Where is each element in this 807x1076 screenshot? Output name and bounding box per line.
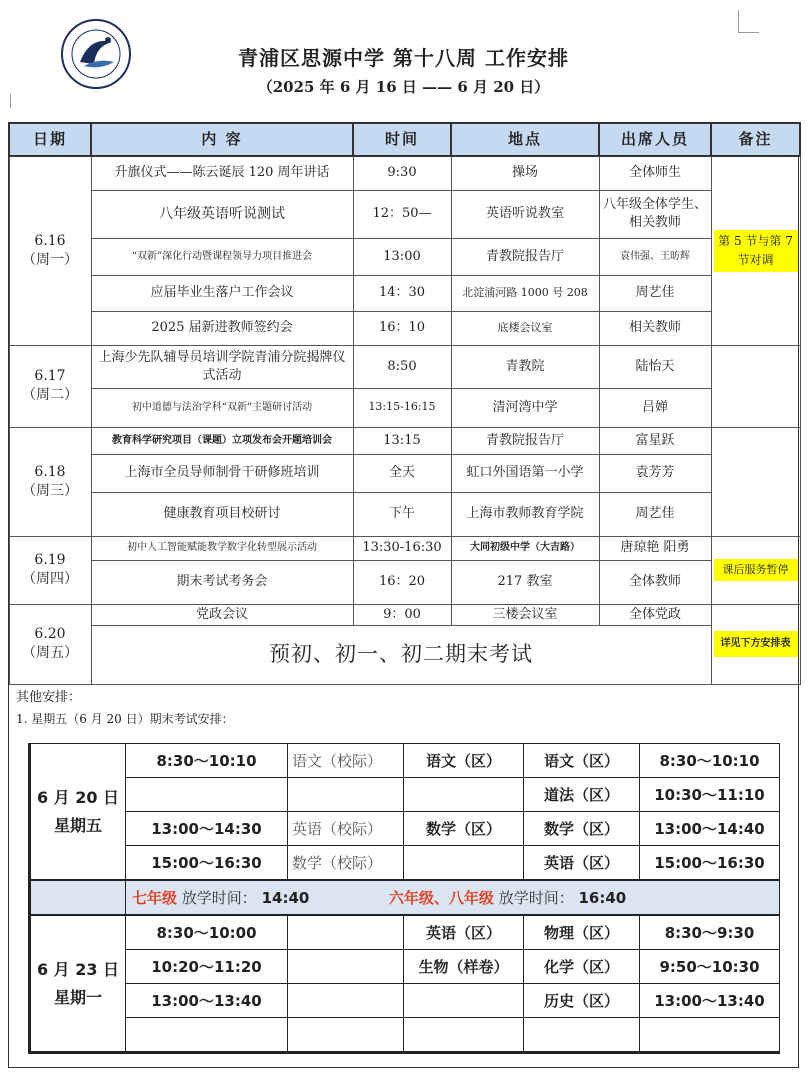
exam-subject-cell	[288, 778, 404, 812]
table-row	[30, 1018, 780, 1053]
exam-subject-cell	[288, 984, 404, 1018]
day-weekday: （周四）	[22, 571, 78, 587]
exam-time-cell: 13:00～13:40	[640, 984, 780, 1018]
exam-time-cell: 8:30～10:00	[126, 915, 288, 950]
content-cell: 升旗仪式——陈云诞辰 120 周年讲话	[91, 156, 353, 190]
dismissal-time-b: 16:40	[578, 889, 627, 907]
exam-weekday: 星期五	[53, 815, 102, 835]
day-cell	[9, 345, 91, 427]
table-row	[30, 984, 780, 1018]
exam-subject-cell	[404, 984, 524, 1018]
day-weekday: （周一）	[22, 251, 78, 268]
exam-time-cell: 9:50～10:30	[640, 950, 780, 984]
dismissal-time-a: 14:40	[261, 889, 310, 907]
exam-subject-cell	[288, 1018, 404, 1053]
day-cell	[9, 427, 91, 536]
exam-date: 6 月 23 日	[36, 960, 120, 980]
day-date: 6.17	[34, 368, 66, 385]
exam-subject-cell	[404, 778, 524, 812]
attendees-cell: 相关教师	[599, 311, 711, 345]
content-cell: 初中道德与法治学科“双新”主题研讨活动	[91, 388, 353, 427]
day-weekday: （周二）	[22, 387, 78, 403]
exam-time-cell: 13:00～13:40	[126, 984, 288, 1018]
attendees-cell: 全体师生	[599, 156, 711, 190]
exam-subject-cell: 历史（区）	[524, 984, 640, 1018]
content-cell: 八年级英语听说测试	[91, 190, 353, 238]
content-cell: 期末考试考务会	[91, 560, 353, 604]
exam-time-cell: 10:20～11:20	[126, 950, 288, 984]
attendees-cell: 袁伟强、王昉辉	[599, 238, 711, 275]
content-cell: 上海市全员导师制骨干研修班培训	[91, 454, 353, 492]
dismissal-label-a: 放学时间：	[181, 889, 257, 907]
exam-time-cell	[126, 1018, 288, 1053]
day-date: 6.20	[34, 626, 66, 643]
exam-subject-cell: 英语（区）	[404, 915, 524, 950]
exam-time-cell: 8:30～9:30	[640, 915, 780, 950]
table-row	[9, 604, 800, 625]
exam-subject-cell: 语文（区）	[524, 744, 640, 778]
time-cell: 12：50—	[353, 190, 451, 238]
note-highlight: 课后服务暂停	[714, 559, 798, 581]
table-row	[9, 345, 800, 388]
content-cell: 健康教育项目校研讨	[91, 492, 353, 536]
time-cell: 13:00	[353, 238, 451, 275]
exam-subject-cell: 道法（区）	[524, 778, 640, 812]
time-cell: 13:15	[353, 427, 451, 454]
day-date: 6.18	[34, 463, 66, 480]
time-cell: 下午	[353, 492, 451, 536]
exam-banner-cell: 预初、初一、初二期末考试	[91, 625, 711, 684]
table-row	[9, 388, 800, 427]
table-header-row	[9, 123, 800, 156]
crop-mark	[10, 94, 12, 108]
day-date: 6.16	[34, 232, 66, 249]
exam-time-cell: 15:00～16:30	[640, 846, 780, 881]
exam-date: 6 月 20 日	[36, 788, 120, 808]
exam-schedule-table	[28, 743, 780, 1054]
dismissal-grade-a: 七年级	[132, 889, 178, 907]
place-cell: 操场	[451, 156, 599, 190]
time-cell: 16：10	[353, 311, 451, 345]
time-cell: 14：30	[353, 275, 451, 311]
attendees-cell: 富星跃	[599, 427, 711, 454]
content-cell: 应届毕业生落户工作会议	[91, 275, 353, 311]
table-row	[9, 536, 800, 560]
table-row	[9, 238, 800, 275]
day-date: 6.19	[34, 552, 66, 569]
dismissal-grade-b: 六年级、八年级	[388, 889, 494, 907]
exam-time-cell: 8:30～10:10	[126, 744, 288, 778]
place-cell: 青教院报告厅	[451, 427, 599, 454]
content-cell: 上海少先队辅导员培训学院青浦分院揭牌仪式活动	[91, 345, 353, 388]
table-row	[9, 190, 800, 238]
place-cell: 青教院	[451, 345, 599, 388]
table-row	[9, 427, 800, 454]
time-cell: 13:30-16:30	[353, 536, 451, 560]
place-cell: 虹口外国语第一小学	[451, 454, 599, 492]
col-header-attendees: 出席人员	[599, 123, 711, 156]
page-title: 青浦区思源中学 第十八周 工作安排	[238, 46, 569, 70]
exam-time-cell: 13:00～14:30	[126, 812, 288, 846]
table-row	[9, 156, 800, 190]
time-cell: 9:30	[353, 156, 451, 190]
attendees-cell: 八年级全体学生、相关教师	[599, 190, 711, 238]
col-header-notes: 备注	[711, 123, 800, 156]
attendees-cell: 周艺佳	[599, 492, 711, 536]
time-cell: 9：00	[353, 604, 451, 625]
day-cell	[9, 156, 91, 345]
dismissal-row	[30, 880, 780, 915]
table-row	[9, 311, 800, 345]
attendees-cell: 周艺佳	[599, 275, 711, 311]
dismissal-cell	[126, 880, 780, 915]
exam-subject-cell: 数学（校际）	[288, 846, 404, 881]
page-subtitle: （2025 年 6 月 16 日 —— 6 月 20 日）	[257, 78, 550, 96]
exam-subject-cell	[524, 1018, 640, 1053]
exam-time-cell	[640, 1018, 780, 1053]
table-row	[30, 778, 780, 812]
dismissal-spacer	[30, 880, 126, 915]
place-cell: 清河湾中学	[451, 388, 599, 427]
place-cell: 三楼会议室	[451, 604, 599, 625]
exam-subject-cell: 数学（区）	[524, 812, 640, 846]
table-row	[9, 560, 800, 604]
weekly-schedule-table	[8, 122, 801, 685]
place-cell: 青教院报告厅	[451, 238, 599, 275]
table-row	[30, 812, 780, 846]
col-header-content: 内 容	[91, 123, 353, 156]
content-cell: 党政会议	[91, 604, 353, 625]
table-row	[30, 744, 780, 778]
place-cell: 大同初级中学（大吉路）	[451, 536, 599, 560]
note-cell	[711, 345, 800, 427]
day-cell	[9, 604, 91, 684]
exam-subject-cell: 生物（样卷）	[404, 950, 524, 984]
exam-subject-cell: 数学（区）	[404, 812, 524, 846]
col-header-date: 日期	[9, 123, 91, 156]
exam-subject-cell	[404, 846, 524, 881]
note-cell	[711, 427, 800, 536]
table-row	[30, 915, 780, 950]
day-cell	[9, 536, 91, 604]
exam-subject-cell: 英语（校际）	[288, 812, 404, 846]
table-row	[9, 454, 800, 492]
other-heading: 其他安排：	[16, 690, 82, 705]
attendees-cell: 全体党政	[599, 604, 711, 625]
day-weekday: （周五）	[22, 645, 78, 661]
attendees-cell: 唐琼艳 阳勇	[599, 536, 711, 560]
exam-time-cell	[126, 778, 288, 812]
exam-weekday: 星期一	[53, 987, 102, 1007]
exam-date-cell	[30, 915, 126, 1053]
exam-time-cell: 15:00～16:30	[126, 846, 288, 881]
attendees-cell: 吕婵	[599, 388, 711, 427]
exam-subject-cell: 物理（区）	[524, 915, 640, 950]
dismissal-label-b: 放学时间：	[498, 889, 574, 907]
content-cell: 教育科学研究项目（课题）立项发布会开题培训会	[91, 427, 353, 454]
attendees-cell: 全体教师	[599, 560, 711, 604]
time-cell: 16：20	[353, 560, 451, 604]
exam-time-cell: 8:30～10:10	[640, 744, 780, 778]
place-cell: 英语听说教室	[451, 190, 599, 238]
col-header-time: 时间	[353, 123, 451, 156]
attendees-cell: 陆怡天	[599, 345, 711, 388]
note-highlight: 详见下方安排表	[714, 631, 798, 657]
exam-subject-cell: 英语（区）	[524, 846, 640, 881]
other-item: 1. 星期五（6 月 20 日）期末考试安排：	[16, 712, 234, 726]
table-row	[9, 625, 800, 684]
exam-subject-cell: 语文（校际）	[288, 744, 404, 778]
place-cell: 底楼会议室	[451, 311, 599, 345]
place-cell: 上海市教师教育学院	[451, 492, 599, 536]
place-cell: 217 教室	[451, 560, 599, 604]
note-cell	[711, 156, 800, 345]
table-row	[9, 275, 800, 311]
note-highlight: 第 5 节与第 7 节对调	[714, 230, 798, 272]
exam-time-cell: 10:30～11:10	[640, 778, 780, 812]
exam-subject-cell	[404, 1018, 524, 1053]
content-cell: 2025 届新进教师签约会	[91, 311, 353, 345]
note-cell	[711, 536, 800, 604]
col-header-place: 地点	[451, 123, 599, 156]
exam-time-cell: 13:00～14:40	[640, 812, 780, 846]
table-row	[9, 492, 800, 536]
exam-subject-cell	[288, 950, 404, 984]
table-row	[30, 950, 780, 984]
day-weekday: （周三）	[22, 482, 78, 499]
time-cell: 全天	[353, 454, 451, 492]
time-cell: 13:15-16:15	[353, 388, 451, 427]
exam-subject-cell	[288, 915, 404, 950]
attendees-cell: 袁芳芳	[599, 454, 711, 492]
exam-date-cell	[30, 744, 126, 881]
note-cell	[711, 604, 800, 684]
place-cell: 北淀浦河路 1000 号 208	[451, 275, 599, 311]
table-row	[30, 846, 780, 881]
exam-subject-cell: 化学（区）	[524, 950, 640, 984]
exam-subject-cell: 语文（区）	[404, 744, 524, 778]
content-cell: 初中人工智能赋能教学数字化转型展示活动	[91, 536, 353, 560]
content-cell: “双新”深化行动暨课程领导力项目推进会	[91, 238, 353, 275]
time-cell: 8:50	[353, 345, 451, 388]
crop-mark	[738, 10, 759, 33]
